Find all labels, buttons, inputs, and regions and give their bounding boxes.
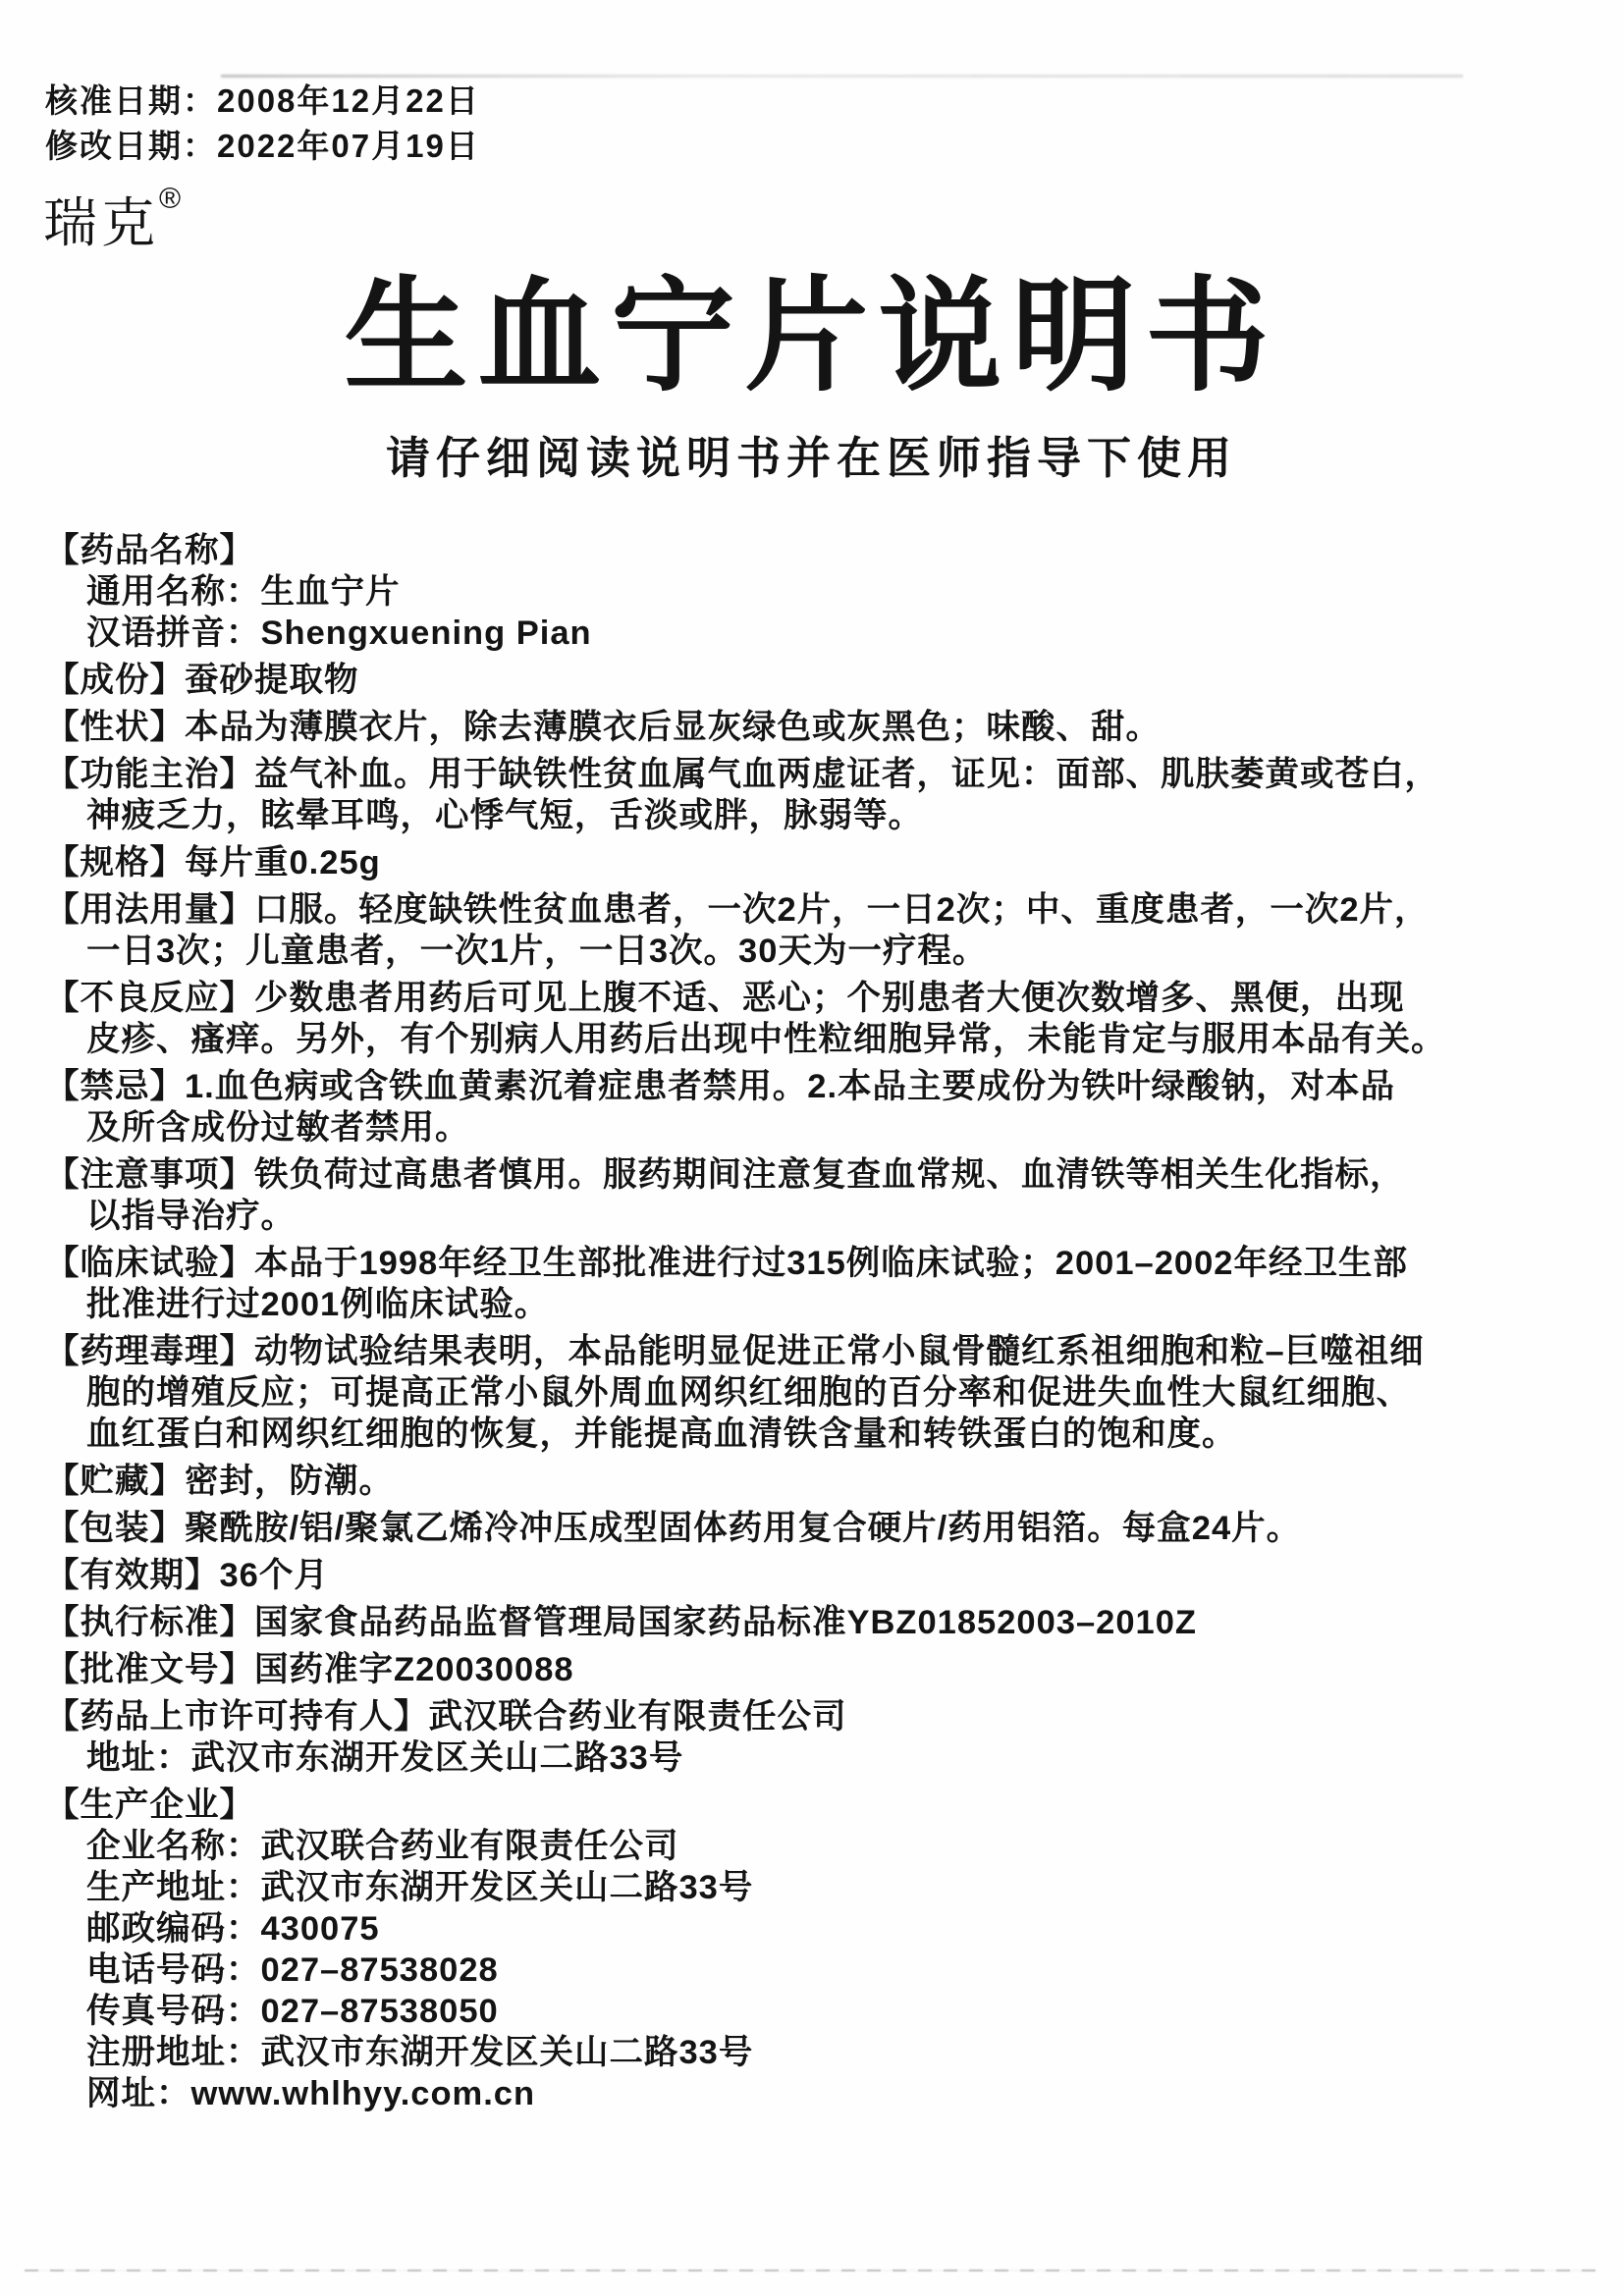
section-drug-name — [45, 530, 1611, 654]
section-description — [45, 707, 1611, 748]
section-manufacturer-line-3: 生产地址：武汉市东湖开发区关山二路33号 — [86, 1869, 754, 1906]
section-validity-line-1: 【有效期】36个月 — [45, 1557, 329, 1594]
section-pharmacology-toxicology-line-2: 胞的增殖反应；可提高正常小鼠外周血网织红细胞的百分率和促进失血性大鼠红细胞、 — [86, 1374, 1411, 1412]
section-ingredients — [45, 660, 1611, 701]
scan-artifact-bottom — [25, 2269, 1596, 2271]
section-dosage — [45, 889, 1611, 972]
section-license-holder-line-2: 地址：武汉市东湖开发区关山二路33号 — [86, 1739, 684, 1777]
section-adverse-reactions — [45, 978, 1611, 1060]
section-manufacturer-line-1: 【生产企业】 — [45, 1787, 254, 1824]
section-pharmacology-toxicology — [45, 1331, 1611, 1455]
section-specification — [45, 842, 1611, 883]
section-indications-line-2: 神疲乏力，眩晕耳鸣，心悸气短，舌淡或胖，脉弱等。 — [86, 797, 923, 834]
section-manufacturer-line-5: 电话号码：027–87538028 — [86, 1951, 499, 1989]
section-clinical-trials-line-2: 批准进行过2001例临床试验。 — [86, 1286, 550, 1323]
revision-date-line: 修改日期：2022年07月19日 — [45, 128, 480, 164]
section-clinical-trials-line-1: 【临床试验】本品于1998年经卫生部批准进行过315例临床试验；2001–2002年经卫生部 — [45, 1245, 1408, 1282]
section-indications — [45, 754, 1611, 836]
section-specification-line-1: 【规格】每片重0.25g — [45, 844, 381, 881]
section-contraindications-line-1: 【禁忌】1.血色病或含铁血黄素沉着症患者禁用。2.本品主要成份为铁叶绿酸钠，对本品 — [45, 1068, 1396, 1105]
section-storage-line-1: 【贮藏】密封，防潮。 — [45, 1463, 394, 1500]
registered-trademark-icon: ® — [159, 183, 182, 215]
section-license-holder-line-1: 【药品上市许可持有人】武汉联合药业有限责任公司 — [45, 1698, 847, 1735]
section-drug-name-line-1: 【药品名称】 — [45, 532, 254, 569]
approval-date-line: 核准日期：2008年12月22日 — [45, 82, 480, 119]
section-precautions-line-1: 【注意事项】铁负荷过高患者慎用。服药期间注意复查血常规、血清铁等相关生化指标， — [45, 1156, 1405, 1194]
section-manufacturer — [45, 1785, 1611, 2114]
section-drug-name-line-3: 汉语拼音：Shengxuening Pian — [86, 614, 592, 652]
section-pharmacology-toxicology-line-3: 血红蛋白和网织红细胞的恢复，并能提高血清铁含量和转铁蛋白的饱和度。 — [86, 1415, 1237, 1453]
brand-name: 瑞克 — [43, 192, 160, 253]
section-storage — [45, 1461, 1611, 1502]
leaflet-sections — [45, 530, 1611, 2120]
section-manufacturer-line-8: 网址：www.whlhyy.com.cn — [86, 2075, 536, 2112]
section-precautions — [45, 1154, 1611, 1237]
section-pharmacology-toxicology-line-1: 【药理毒理】动物试验结果表明，本品能明显促进正常小鼠骨髓红系祖细胞和粒–巨噬祖细 — [45, 1333, 1425, 1370]
date-block — [45, 79, 480, 169]
section-description-line-1: 【性状】本品为薄膜衣片，除去薄膜衣后显灰绿色或灰黑色；味酸、甜。 — [45, 709, 1161, 746]
section-manufacturer-line-4: 邮政编码：430075 — [86, 1910, 380, 1948]
section-manufacturer-line-2: 企业名称：武汉联合药业有限责任公司 — [86, 1828, 679, 1865]
section-clinical-trials — [45, 1243, 1611, 1325]
section-manufacturer-line-7: 注册地址：武汉市东湖开发区关山二路33号 — [86, 2034, 754, 2071]
section-packaging-line-1: 【包装】聚酰胺/铝/聚氯乙烯冷冲压成型固体药用复合硬片/药用铝箔。每盒24片。 — [45, 1510, 1302, 1547]
section-contraindications — [45, 1066, 1611, 1148]
section-approval-number — [45, 1649, 1611, 1690]
section-dosage-line-2: 一日3次；儿童患者，一次1片，一日3次。30天为一疗程。 — [86, 933, 988, 970]
section-manufacturer-line-6: 传真号码：027–87538050 — [86, 1993, 499, 2030]
section-drug-name-line-2: 通用名称：生血宁片 — [86, 573, 401, 611]
section-ingredients-line-1: 【成份】蚕砂提取物 — [45, 662, 359, 699]
section-validity — [45, 1555, 1611, 1596]
section-indications-line-1: 【功能主治】益气补血。用于缺铁性贫血属气血两虚证者，证见：面部、肌肤萎黄或苍白， — [45, 756, 1439, 793]
scan-artifact-top — [221, 75, 1463, 78]
section-adverse-reactions-line-1: 【不良反应】少数患者用药后可见上腹不适、恶心；个别患者大便次数增多、黑便，出现 — [45, 980, 1405, 1017]
section-license-holder — [45, 1696, 1611, 1779]
section-precautions-line-2: 以指导治疗。 — [86, 1198, 296, 1235]
section-packaging — [45, 1508, 1611, 1549]
section-approval-number-line-1: 【批准文号】国药准字Z20030088 — [45, 1651, 574, 1688]
section-standard-line-1: 【执行标准】国家食品药品监督管理局国家药品标准YBZ01852003–2010Z — [45, 1604, 1198, 1641]
page-title: 生血宁片说明书 — [344, 267, 1279, 405]
section-standard — [45, 1602, 1611, 1643]
section-contraindications-line-2: 及所含成份过敏者禁用。 — [86, 1109, 470, 1147]
page-subtitle: 请仔细阅读说明书并在医师指导下使用 — [385, 433, 1237, 483]
section-dosage-line-1: 【用法用量】口服。轻度缺铁性贫血患者，一次2片，一日2次；中、重度患者，一次2片， — [45, 891, 1430, 929]
section-adverse-reactions-line-2: 皮疹、瘙痒。另外，有个别病人用药后出现中性粒细胞异常，未能肯定与服用本品有关。 — [86, 1021, 1446, 1058]
